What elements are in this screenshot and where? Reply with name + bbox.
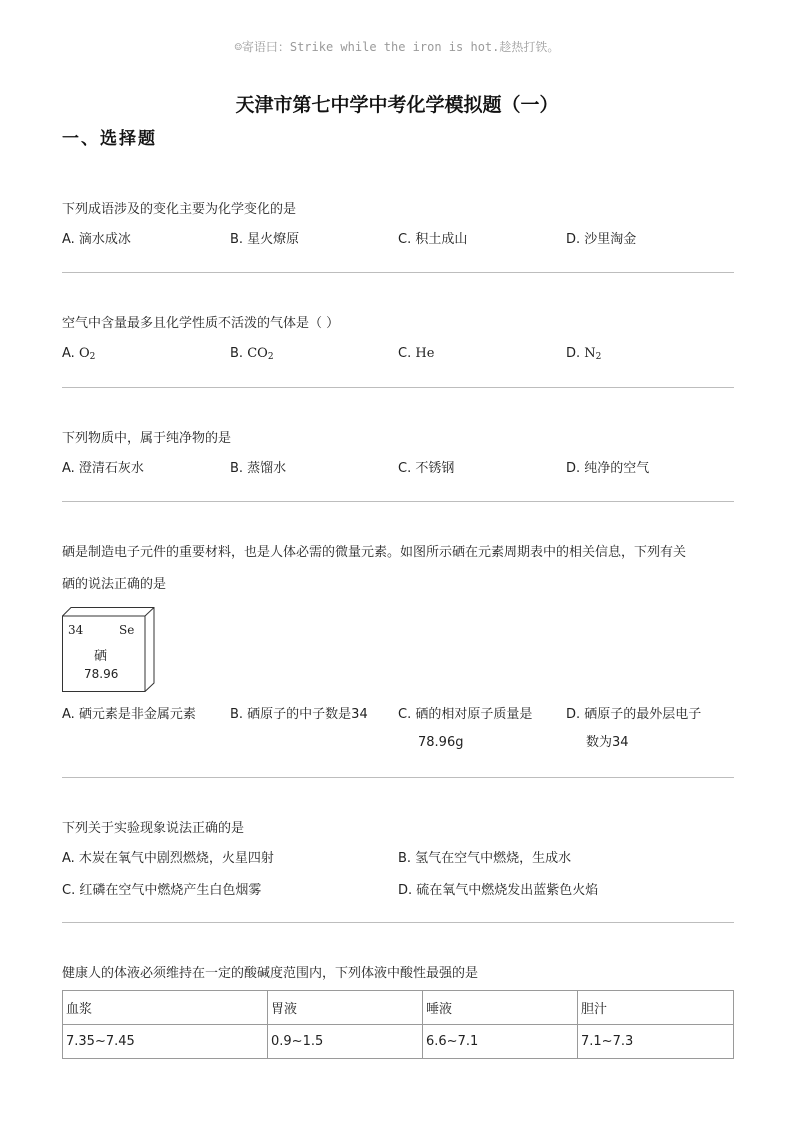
table-cell: 胃液 — [268, 991, 423, 1025]
option-d: D. 硫在氧气中燃烧发出蓝紫色火焰 — [398, 883, 599, 898]
table-row — [63, 1025, 734, 1059]
question-stem: 下列成语涉及的变化主要为化学变化的是 — [62, 202, 297, 217]
option-c: C. He — [398, 346, 435, 361]
motto-header: ☺寄语曰：Strike while the iron is hot.趁热打铁。 — [234, 40, 560, 54]
table-cell: 0.9~1.5 — [268, 1025, 423, 1059]
option-b: B. 硒原子的中子数是34 — [230, 707, 368, 722]
option-b: B. 氢气在空气中燃烧，生成水 — [398, 851, 572, 866]
option-d: D. $N_2$ — [566, 346, 602, 362]
table-header-row — [63, 991, 734, 1025]
question-stem: 下列关于实验现象说法正确的是 — [62, 821, 245, 836]
divider — [62, 777, 734, 778]
option-a: A. 硒元素是非金属元素 — [62, 707, 196, 722]
table-cell: 7.1~7.3 — [578, 1025, 734, 1059]
option-b: B. 蒸馏水 — [230, 461, 287, 476]
table-cell: 6.6~7.1 — [423, 1025, 578, 1059]
option-c: C. 积土成山 — [398, 232, 468, 247]
table-cell: 胆汁 — [578, 991, 734, 1025]
question-3 — [62, 423, 734, 483]
option-a: A. 澄清石灰水 — [62, 461, 144, 476]
option-c: C. 硒的相对原子质量是 — [398, 707, 533, 722]
divider — [62, 922, 734, 923]
option-b: B. $CO_2$ — [230, 346, 274, 362]
option-d-continued: 数为34 — [586, 735, 629, 750]
ph-table — [62, 990, 734, 1059]
element-atomic-mass: 78.96 — [84, 667, 119, 681]
question-4 — [62, 537, 734, 757]
option-c-continued: 78.96g — [418, 735, 464, 750]
table-cell: 7.35~7.45 — [63, 1025, 268, 1059]
element-card — [62, 607, 162, 697]
option-b: B. 星火燎原 — [230, 232, 300, 247]
document-title: 天津市第七中学中考化学模拟题（一） — [235, 94, 559, 116]
divider — [62, 272, 734, 273]
question-5 — [62, 813, 734, 905]
element-name: 硒 — [94, 649, 108, 664]
question-stem-line-1: 硒是制造电子元件的重要材料，也是人体必需的微量元素。如图所示硒在元素周期表中的相关信息，下列有关 — [62, 545, 687, 560]
question-6 — [62, 958, 734, 1059]
element-cube-outline — [62, 607, 162, 697]
option-d: D. 沙里淘金 — [566, 232, 637, 247]
option-d: D. 硒原子的最外层电子 — [566, 707, 702, 722]
question-1 — [62, 194, 734, 254]
section-title: 一、选择题 — [62, 129, 157, 149]
option-a: A. 木炭在氧气中剧烈燃烧，火星四射 — [62, 851, 274, 866]
table-cell: 血浆 — [63, 991, 268, 1025]
option-a: A. $O_2$ — [62, 346, 96, 362]
question-stem-line-2: 硒的说法正确的是 — [62, 577, 167, 592]
divider — [62, 501, 734, 502]
option-c: C. 红磷在空气中燃烧产生白色烟雾 — [62, 883, 262, 898]
element-atomic-number: 34 — [68, 623, 84, 637]
question-2 — [62, 308, 734, 368]
question-stem: 空气中含量最多且化学性质不活泼的气体是（ ） — [62, 316, 340, 331]
option-c: C. 不锈钢 — [398, 461, 455, 476]
option-d: D. 纯净的空气 — [566, 461, 650, 476]
divider — [62, 387, 734, 388]
question-stem: 下列物质中，属于纯净物的是 — [62, 431, 232, 446]
element-symbol: Se — [119, 623, 135, 637]
question-stem: 健康人的体液必须维持在一定的酸碱度范围内，下列体液中酸性最强的是 — [62, 966, 479, 981]
option-a: A. 滴水成冰 — [62, 232, 131, 247]
table-cell: 唾液 — [423, 991, 578, 1025]
